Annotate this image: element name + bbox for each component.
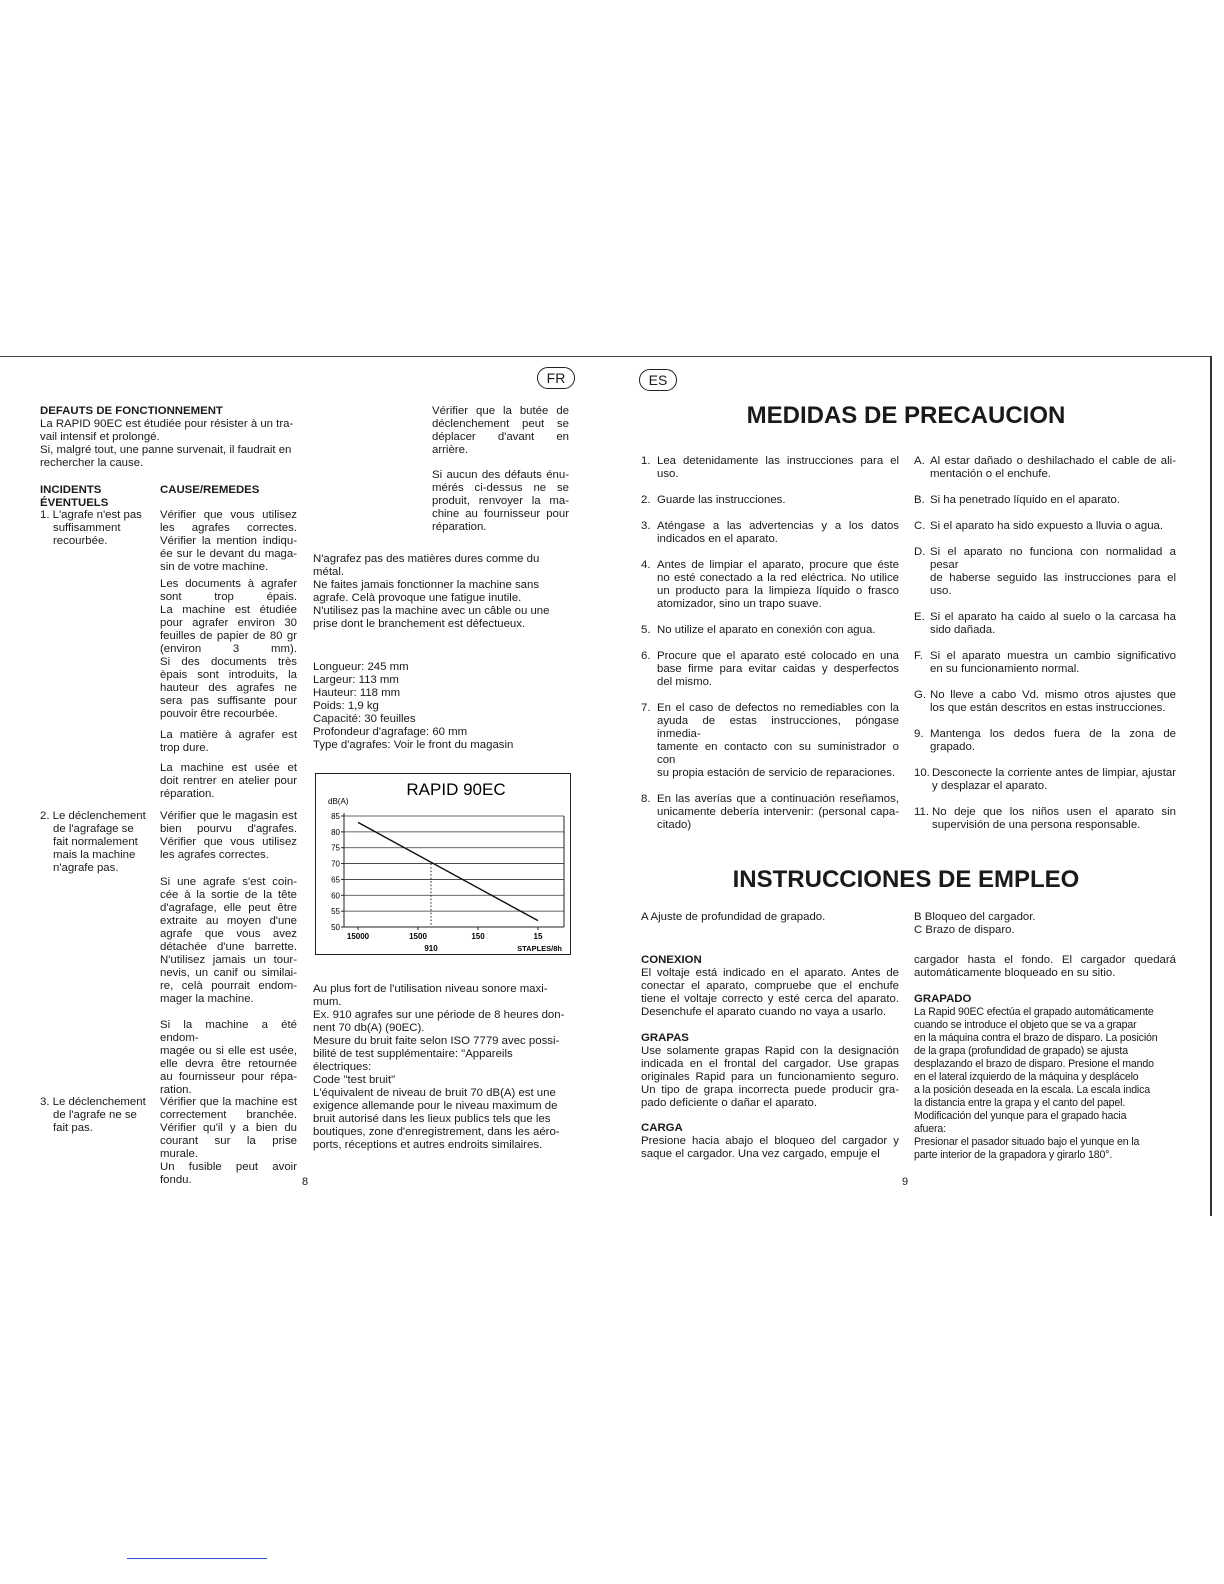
remedy-block	[160, 1019, 297, 1097]
precaution-item	[914, 806, 1176, 832]
precaution-number: F.	[914, 650, 923, 662]
remedy-line: correctement branchée.	[160, 1109, 297, 1121]
incident-label	[40, 509, 156, 548]
precaution-item	[641, 559, 899, 611]
remedy-line: Si des documents très	[160, 656, 297, 668]
precaution-item	[914, 767, 1176, 793]
remedy-line: mager la machine.	[160, 993, 254, 1005]
intro-text	[40, 418, 298, 470]
chart-title: RAPID 90EC	[406, 780, 506, 799]
precaution-number: 3.	[641, 520, 651, 532]
remedy-line: doit rentrer en atelier pour	[160, 775, 297, 787]
precaution-item	[914, 650, 1176, 676]
remedy-line: Vérifier que vous utilisez	[160, 836, 297, 848]
incident-label-line: de l'agrafage se	[53, 823, 134, 835]
remedy-line: d'agrafage, elle peut être	[160, 902, 297, 914]
incident-label	[40, 810, 156, 875]
page-top-rule-left	[0, 356, 610, 357]
warning-line: agrafe. Celà provoque une fatigue inutile.	[313, 592, 522, 604]
grapado-line: desplazando el brazo de disparo. Presione el mando	[914, 1058, 1154, 1070]
noise-line: Code "test bruit"	[313, 1074, 396, 1086]
chart-xlabel: STAPLES/8h	[517, 944, 562, 953]
remedy-line: Si une agrafe s'est coin-	[160, 876, 297, 888]
specs-list	[313, 661, 570, 752]
precaution-item	[914, 728, 1176, 754]
col3-remedies	[432, 405, 569, 546]
remedy-line: courant sur la prise murale.	[160, 1135, 297, 1160]
noise-line: boutiques, zone d'enregistrement, dans les aéro-	[313, 1126, 560, 1138]
col3-line: mérés ci-dessus ne se	[432, 482, 569, 494]
remedy-line: La machine est étudiée	[160, 604, 297, 616]
precautions-lettered	[914, 455, 1176, 845]
chart-marker-label: 910	[424, 944, 438, 953]
precaution-item	[914, 494, 1176, 507]
remedy-line: Un fusible peut avoir fondu.	[160, 1161, 297, 1186]
carga-text-continued	[914, 954, 1176, 980]
grapado-line: parte interior de la grapadora y girarlo 180°.	[914, 1149, 1113, 1161]
precaution-number: D.	[914, 546, 926, 558]
noise-line: exigence allemande pour le niveau maximum de	[313, 1100, 558, 1112]
precaution-number: E.	[914, 611, 925, 623]
col3-line: chine au fournisseur pour	[432, 508, 569, 520]
precaution-line: y desplazar el aparato.	[932, 780, 1048, 792]
remedy-line: Vérifier qu'il y a bien du	[160, 1122, 297, 1134]
precaution-line: En el caso de defectos no remediables con la	[657, 702, 899, 714]
remedy-line: magée ou si elle est usée,	[160, 1045, 297, 1057]
warning-line: Ne faites jamais fonctionner la machine sans	[313, 579, 540, 591]
chart-series-line	[358, 822, 538, 920]
precaution-line: supervisión de una persona responsable.	[932, 819, 1141, 831]
precaution-line: Mantenga los dedos fuera de la zona de grapado.	[930, 728, 1176, 753]
precaution-item	[641, 624, 899, 637]
noise-text	[313, 983, 570, 1152]
incident-label-line: de l'agrafe ne se	[53, 1109, 137, 1121]
col-head-cause: CAUSE/REMEDES	[160, 484, 260, 496]
carga-text	[641, 1135, 899, 1161]
precaution-line: Si el aparato no funciona con normalidad a pesar	[930, 546, 1176, 571]
carga-line: Presione hacia abajo el bloqueo del cargador y	[641, 1135, 899, 1147]
chart-y-tick-label: 55	[331, 907, 340, 917]
intro-line: Si, malgré tout, une panne survenait, il faudrait en	[40, 444, 292, 456]
remedy-line: cée à la sortie de la tête	[160, 889, 297, 901]
intro-line: rechercher la cause.	[40, 457, 144, 469]
grapado-line: La Rapid 90EC efectúa el grapado automáticamente	[914, 1006, 1154, 1018]
col3-line: Si aucun des défauts énu-	[432, 469, 569, 481]
noise-line: mum.	[313, 996, 342, 1008]
precaution-number: C.	[914, 520, 926, 532]
noise-line: Au plus fort de l'utilisation niveau sonore maxi-	[313, 983, 548, 995]
col3-line: Vérifier que la butée de	[432, 405, 569, 417]
legend-c: C Brazo de disparo.	[914, 924, 1015, 936]
col3-line: produit, renvoyer la ma-	[432, 495, 569, 507]
precaution-line: Desconecte la corriente antes de limpiar, ajustar	[932, 767, 1176, 779]
grapado-line: Modificación del yunque para el grapado hacia	[914, 1110, 1127, 1122]
precaution-item	[914, 546, 1176, 598]
grapas-line: Use solamente grapas Rapid con la designación	[641, 1045, 899, 1057]
grapado-line: Presionar el pasador situado bajo el yunque en la	[914, 1136, 1140, 1148]
title-empleo: INSTRUCCIONES DE EMPLEO	[732, 866, 1080, 893]
noise-line: L'équivalent de niveau de bruit 70 dB(A) est une	[313, 1087, 556, 1099]
spec-line: Capacité: 30 feuilles	[313, 713, 416, 725]
warning-line: N'agrafez pas des matières dures comme du	[313, 553, 540, 565]
precaution-line: tamente en contacto con su suministrador o con	[657, 741, 899, 766]
legend-b-c	[914, 911, 1036, 937]
precaution-line: Si ha penetrado líquido en el aparato.	[930, 494, 1120, 506]
chart-y-tick-label: 50	[331, 923, 340, 932]
remedy-line: ration.	[160, 1084, 192, 1096]
precaution-number: 7.	[641, 702, 651, 714]
conexion-text	[641, 967, 899, 1019]
incident-label-line: 3. Le déclenchement	[40, 1096, 146, 1108]
conexion-line: El voltaje está indicado en el aparato. Antes de	[641, 967, 899, 979]
incident-label-line: fait pas.	[53, 1122, 93, 1134]
precautions-numbered	[641, 455, 899, 845]
remedy-line: Vérifier que la machine est	[160, 1096, 297, 1108]
remedy-line: agrafe que vous avez	[160, 928, 297, 940]
precaution-item	[641, 702, 899, 780]
remedy-block	[160, 762, 297, 801]
precaution-item	[914, 611, 1176, 637]
noise-line: bilité de test supplémentaire: "Appareils électriques:	[313, 1048, 513, 1073]
precaution-line: Si el aparato muestra un cambio significativo	[930, 650, 1176, 662]
page-top-rule-right	[610, 356, 1210, 357]
col3-block	[432, 405, 569, 457]
legend-b: B Bloqueo del cargador.	[914, 911, 1036, 923]
precaution-line: Antes de limpiar el aparato, procure que éste	[657, 559, 899, 571]
precaution-line: Guarde las instrucciones.	[657, 494, 786, 506]
incident-label-line: fait normalement	[53, 836, 138, 848]
conexion-line: conectar el aparato, compruebe que el enchufe	[641, 980, 899, 992]
remedy-block	[160, 1096, 297, 1187]
chart-x-tick-label: 15	[533, 932, 543, 941]
remedy-block	[160, 729, 297, 755]
remedy-line: Si la machine a été endom-	[160, 1019, 297, 1044]
grapado-line: afuera:	[914, 1123, 946, 1135]
col-head-incidents-l1: INCIDENTS	[40, 484, 102, 496]
precaution-line: unicamente debería intervenir: (personal capa-	[657, 806, 899, 818]
chart-y-tick-label: 75	[331, 843, 340, 853]
footer-link-underline	[127, 1558, 267, 1559]
incident-label-line: mais la machine	[53, 849, 136, 861]
precaution-line: los que están descritos en estas instrucciones.	[930, 702, 1166, 714]
remedy-line: hauteur des agrafes ne	[160, 682, 297, 694]
chart-x-tick-label: 150	[471, 932, 485, 941]
intro-line: vail intensif et prolongé.	[40, 431, 160, 443]
precaution-item	[641, 520, 899, 546]
chart-ylabel: dB(A)	[328, 797, 349, 806]
noise-line: nent 70 db(A) (90EC).	[313, 1022, 425, 1034]
warnings-text	[313, 553, 570, 631]
remedy-line: sera pas suffisante pour	[160, 695, 297, 707]
intro-section	[40, 405, 298, 470]
grapas-line: originales Rapid para un funcionamiento seguro.	[641, 1071, 899, 1083]
precaution-line: En las averías que a continuación reseñamos,	[657, 793, 899, 805]
lang-badge-es: ES	[639, 369, 677, 391]
warning-line: N'utilisez pas la machine avec un câble ou une	[313, 605, 550, 617]
precaution-number: G.	[914, 689, 927, 701]
incident-label-line: recourbée.	[53, 535, 108, 547]
remedy-line: N'utilisez jamais un tour-	[160, 954, 297, 966]
remedy-line: réparation.	[160, 788, 215, 800]
chart-y-tick-label: 65	[331, 875, 340, 885]
chart-y-tick-label: 60	[331, 891, 340, 901]
grapado-line: a la posición deseada en la escala. La escala indica	[914, 1084, 1151, 1096]
precaution-line: No deje que los niños usen el aparato sin	[932, 806, 1176, 818]
incident-label-line: 2. Le déclenchement	[40, 810, 146, 822]
col3-block	[432, 469, 569, 534]
remedy-line: au fournisseur pour répa-	[160, 1071, 297, 1083]
remedy-line: les agrafes correctes.	[160, 849, 269, 861]
conexion-heading: CONEXION	[641, 954, 702, 966]
chart-x-tick-label: 1500	[409, 932, 427, 941]
remedy-line: sont trop épais.	[160, 591, 297, 603]
warning-line: métal.	[313, 566, 345, 578]
spec-line: Profondeur d'agrafage: 60 mm	[313, 726, 468, 738]
precaution-item	[641, 455, 899, 481]
precaution-line: atomizador, sino un trapo suave.	[657, 598, 822, 610]
section-carga	[641, 1122, 899, 1161]
remedy-block	[160, 810, 297, 862]
carga-heading: CARGA	[641, 1122, 683, 1134]
grapas-line: pado deficiente o dañar el aparato.	[641, 1097, 818, 1109]
chart-y-tick-label: 80	[331, 827, 340, 837]
precaution-number: 10.	[914, 767, 930, 779]
grapas-line: indicada en el frontal del cargador. Use grapas	[641, 1058, 899, 1070]
spec-line: Poids: 1,9 kg	[313, 700, 379, 712]
precaution-line: Procure que el aparato esté colocado en una	[657, 650, 899, 662]
precaution-line: de haberse seguido las instrucciones para el uso.	[930, 572, 1176, 597]
precaution-line: mentación o el enchufe.	[930, 468, 1051, 480]
conexion-line: Desenchufe el aparato cuando no vaya a usarlo.	[641, 1006, 887, 1018]
remedy-line: Vérifier la mention indiqu-	[160, 535, 297, 547]
carga-cont-line: automáticamente bloqueado en su sitio.	[914, 967, 1116, 979]
remedy-line: nevis, un canif ou similai-	[160, 967, 297, 979]
grapas-heading: GRAPAS	[641, 1032, 689, 1044]
precaution-line: Lea detenidamente las instrucciones para el uso.	[657, 455, 899, 480]
precaution-line: base firme para evitar caidas y desperfectos	[657, 663, 899, 675]
precaution-number: 9.	[914, 728, 924, 740]
col3-line: déplacer d'avant en arrière.	[432, 431, 569, 456]
col-head-incidents	[40, 484, 155, 510]
remedy-line: les agrafes correctes.	[160, 522, 297, 534]
remedy-line: bien pourvu d'agrafes.	[160, 823, 297, 835]
noise-chart	[315, 773, 571, 955]
page-right-edge	[1210, 356, 1212, 1216]
precaution-line: no esté conectado a la red eléctrica. No utilice	[657, 572, 899, 584]
noise-line: Mesure du bruit faite selon ISO 7779 avec possi-	[313, 1035, 560, 1047]
lang-badge-fr: FR	[537, 367, 575, 389]
incident-label-line: suffisamment	[53, 522, 121, 534]
spec-line: Hauteur: 118 mm	[313, 687, 401, 699]
chart-x-tick-label: 15000	[346, 932, 370, 941]
carga-cont-line: cargador hasta el fondo. El cargador quedará	[914, 954, 1176, 966]
chart-y-tick-label: 70	[331, 859, 340, 869]
grapas-text	[641, 1045, 899, 1110]
noise-line: bruit autorisé dans les lieux publics tels que les	[313, 1113, 551, 1125]
precaution-line: un producto para la limpieza líquido o frasco	[657, 585, 899, 597]
precaution-line: sido dañada.	[930, 624, 996, 636]
grapado-line: cuando se introduce el objeto que se va a grapar	[914, 1019, 1137, 1031]
precaution-line: en su funcionamiento normal.	[930, 663, 1080, 675]
remedy-block	[160, 509, 297, 574]
conexion-line: tiene el voltaje correcto y esté cerca del aparato.	[641, 993, 899, 1005]
remedy-line: trop dure.	[160, 742, 209, 754]
precaution-line: del mismo.	[657, 676, 713, 688]
grapado-heading: GRAPADO	[914, 993, 972, 1005]
col3-line: déclenchement peut se	[432, 418, 569, 430]
col-head-incidents-l2: ÉVENTUELS	[40, 497, 109, 509]
remedy-line: pour agrafer environ 30	[160, 617, 297, 629]
precaution-line: ayuda de estas instrucciones, póngase inmedia-	[657, 715, 899, 740]
remedy-line: Vérifier que le magasin est	[160, 810, 297, 822]
precaution-line: Aténgase a las advertencias y a los datos	[657, 520, 899, 532]
precaution-number: A.	[914, 455, 925, 467]
remedy-line: èpais sont introduits, la	[160, 669, 297, 681]
legend-a: A Ajuste de profundidad de grapado.	[641, 911, 826, 923]
remedy-block	[160, 578, 297, 721]
precaution-item	[641, 793, 899, 832]
spec-line: Longueur: 245 mm	[313, 661, 409, 673]
grapado-line: la distancia entre la grapa y el canto del papel.	[914, 1097, 1126, 1109]
remedy-line: sin de votre machine.	[160, 561, 269, 573]
precaution-line: su propia estación de servicio de reparaciones.	[657, 767, 896, 779]
remedy-line: Vérifier que vous utilisez	[160, 509, 297, 521]
remedy-line: Les documents à agrafer	[160, 578, 297, 590]
remedy-line: ée sur le devant du maga-	[160, 548, 297, 560]
grapado-line: en el lateral izquierdo de la máquina y desplácelo	[914, 1071, 1139, 1083]
page-number-left: 8	[302, 1176, 309, 1188]
remedy-line: La matière à agrafer est	[160, 729, 297, 741]
precaution-line: Al estar dañado o deshilachado el cable de ali-	[930, 455, 1176, 467]
col3-line: réparation.	[432, 521, 487, 533]
precaution-number: 5.	[641, 624, 651, 636]
page-number-right: 9	[902, 1176, 909, 1188]
intro-line: La RAPID 90EC est étudiée pour résister à un tra-	[40, 418, 294, 430]
precaution-number: 6.	[641, 650, 651, 662]
remedy-line: détachée d'une barrette.	[160, 941, 297, 953]
grapas-line: Un tipo de grapa incorrecta puede producir gra-	[641, 1084, 899, 1096]
precaution-number: 1.	[641, 455, 651, 467]
precaution-number: 4.	[641, 559, 651, 571]
precaution-item	[914, 520, 1176, 533]
carga-line: saque el cargador. Una vez cargado, empuje el	[641, 1148, 880, 1160]
precaution-number: 2.	[641, 494, 651, 506]
chart-y-tick-label: 85	[331, 812, 340, 821]
noise-line: Ex. 910 agrafes sur une période de 8 heures don-	[313, 1009, 565, 1021]
remedy-line: extraite au moyen d'une	[160, 915, 297, 927]
remedy-line: feuilles de papier de 80 gr	[160, 630, 297, 642]
remedy-line: elle devra être retournée	[160, 1058, 297, 1070]
precaution-item	[914, 689, 1176, 715]
section-grapas	[641, 1032, 899, 1110]
title-precaucion: MEDIDAS DE PRECAUCION	[746, 402, 1066, 429]
precaution-number: B.	[914, 494, 925, 506]
incident-label-line: 1. L'agrafe n'est pas	[40, 509, 142, 521]
spec-line: Largeur: 113 mm	[313, 674, 399, 686]
remedy-line: pouvoir être recourbée.	[160, 708, 278, 720]
noise-line: ports, réceptions et autres endroits similaires.	[313, 1139, 543, 1151]
section-conexion	[641, 954, 899, 1019]
precaution-line: No utilize el aparato en conexión con agua.	[657, 624, 876, 636]
remedy-block	[160, 876, 297, 1006]
intro-heading: DEFAUTS DE FONCTIONNEMENT	[40, 405, 223, 417]
precaution-line: Si el aparato ha sido expuesto a lluvia o agua.	[930, 520, 1164, 532]
precaution-number: 8.	[641, 793, 651, 805]
precaution-item	[641, 494, 899, 507]
incident-label	[40, 1096, 156, 1135]
remedy-line: La machine est usée et	[160, 762, 297, 774]
section-grapado	[914, 993, 1176, 1162]
spec-line: Type d'agrafes: Voir le front du magasin	[313, 739, 514, 751]
precaution-line: No lleve a cabo Vd. mismo otros ajustes que	[930, 689, 1176, 701]
remedy-line: re, celà pourrait endom-	[160, 980, 297, 992]
precaution-line: Si el aparato ha caido al suelo o la carcasa ha	[930, 611, 1176, 623]
grapado-line: en la máquina contra el brazo de disparo. La posición	[914, 1032, 1158, 1044]
grapado-text	[914, 1006, 1176, 1162]
precaution-item	[641, 650, 899, 689]
incident-label-line: n'agrafe pas.	[53, 862, 119, 874]
precaution-line: citado)	[657, 819, 692, 831]
grapado-line: de la grapa (profundidad de grapado) se ajusta	[914, 1045, 1128, 1057]
precaution-number: 11.	[914, 806, 929, 818]
remedy-line: (environ 3 mm).	[160, 643, 297, 655]
warning-line: prise dont le branchement est défectueux.	[313, 618, 526, 630]
precaution-item	[914, 455, 1176, 481]
noise-chart-svg	[316, 774, 572, 956]
precaution-line: indicados en el aparato.	[657, 533, 778, 545]
